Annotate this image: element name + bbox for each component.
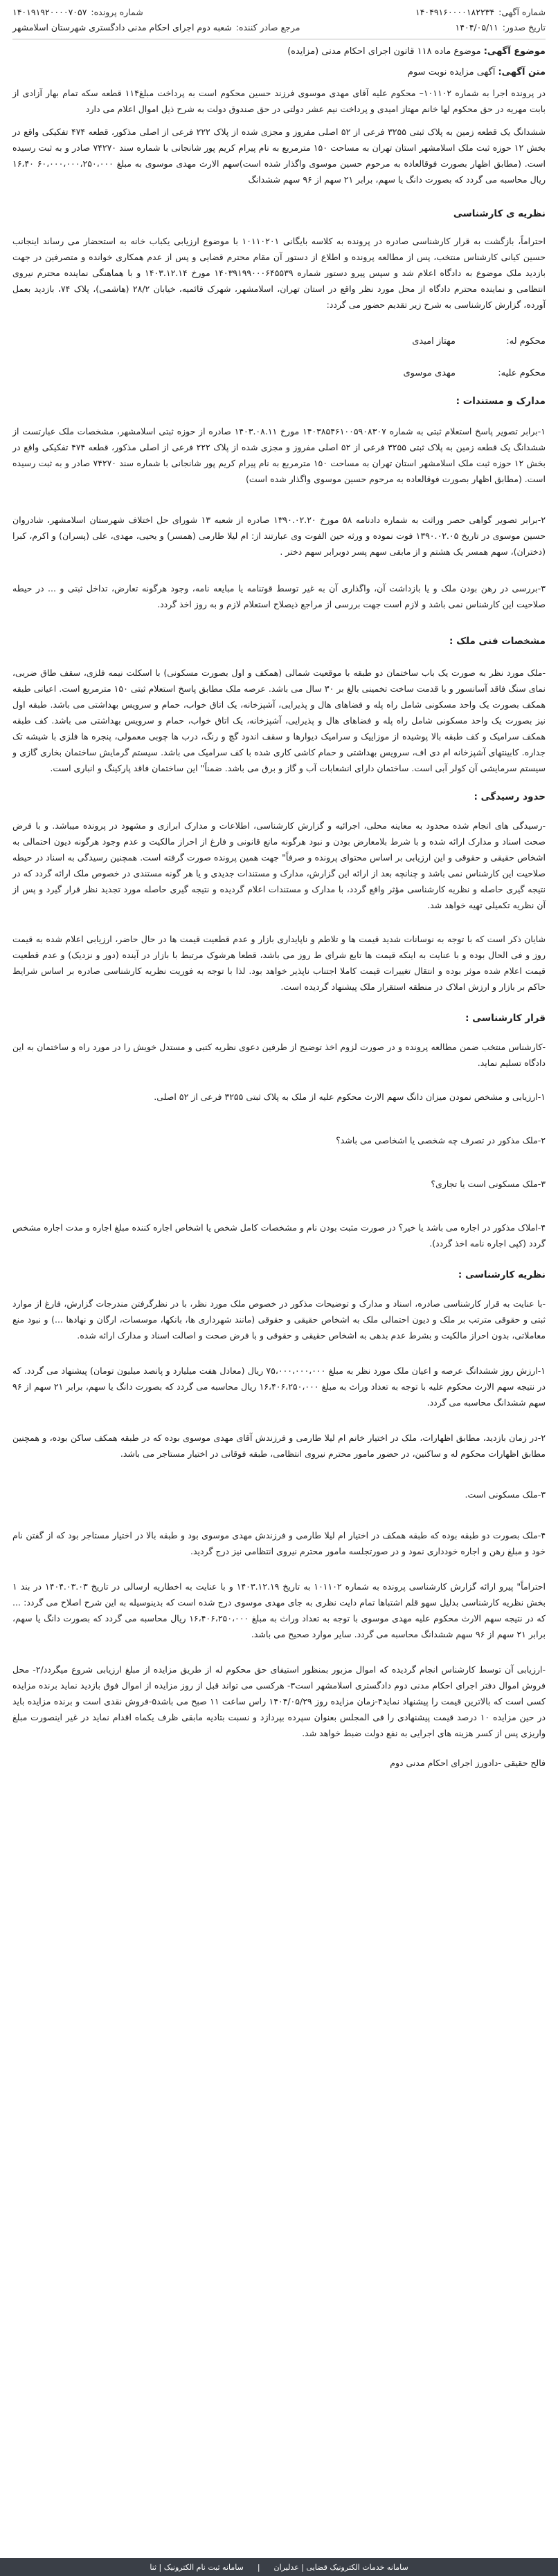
text-title: آگهی مزایده نوبت سوم (407, 67, 496, 77)
defendant-value: مهدی موسوی (403, 368, 456, 378)
file-number-value: ۱۴۰۱۹۱۹۲۰۰۰۰۷۰۵۷ (12, 6, 87, 17)
subject-label: موضوع آگهی: (483, 46, 546, 57)
footer-link-adliran[interactable]: سامانه خدمات الکترونیک قضایی | عدلیران (273, 2562, 408, 2572)
defendant-row (12, 365, 546, 382)
answer-4: ۴-ملک بصورت دو طبقه بوده که طبقه همکف در اختیار ام لیلا طارمی و فرزندش مهدی موسوی بود و طبقه بالا در اختیار مستاجر بود که از گفتن نام خود و مبلغ رهن و اجاره خودداری نمود و در صورتجلسه مامور محترم نیروی انتظامی نیز درج گردید. (12, 1530, 546, 1556)
expert-title: نظریه ی کارشناسی (453, 208, 546, 219)
header-row-2 (12, 19, 546, 35)
footer-separator: | (257, 2562, 260, 2572)
features-title: مشخصات فنی ملک : (449, 636, 546, 647)
order-title: قرار کارشناسی : (465, 1013, 546, 1024)
signature: فالح حقیقی -دادورز اجرای احکام مدنی دوم (390, 1758, 546, 1768)
order-paragraph: -کارشناس منتخب ضمن مطالعه پرونده و در صورت لزوم اخذ توضیح از طرفین دعوی نظریه کتبی و مستدل خویش را در مورد راه و ساختمان به این دادگاه تسلیم نماید. (12, 1042, 546, 1068)
question-3: ۳-ملک مسکونی است یا تجاری؟ (431, 1179, 546, 1189)
defendant-label: محکوم علیه: (498, 368, 546, 378)
opinion-intro: -با عنایت به قرار کارشناسی صادره، اسناد و مدارک و توضیحات مذکور در خصوص ملک مورد نظر، با در نظرگرفتن مندرجات گزارش، فارغ از موارد ثبتی و حقوقی مترتب بر ملک و دیون احتمالی ملک به اشخاص حقیقی و حقوقی (مانند شهرداری ها، بانکها، موسسات، ارگان و نهادها ...) و نبود منع معاملاتی، بدون احراز مالکیت و بشرط عدم بدهی به اشخاص حقیقی و حقوقی و با فرض صحت و اصالت اسناد و مدارک ارائه شده. (12, 1298, 546, 1341)
authority-label: مرجع صادر کننده: (235, 21, 300, 33)
answer-1: ۱-ارزش روز ششدانگ عرصه و اعیان ملک مورد نظر به مبلغ ۷۵،۰۰۰،۰۰۰،۰۰۰ ریال (معادل هفت میلیارد و پانصد میلیون تومان) پیشنهاد می گردد. که در نتیجه سهم الارث محکوم علیه با توجه به تعداد وراث به مبلغ ۱۶،۴۰۶،۲۵۰،۰۰۰ ریال محاسبه می گردد که بصورت دانگ یا سهم، برابر ۲۱ سهم از ۹۶ سهم ششدانگ محاسبه می گردد. (12, 1365, 546, 1408)
header-row-1 (12, 4, 546, 19)
question-4: ۴-املاک مذکور در اجاره می باشد یا خیر؟ در صورت مثبت بودن نام و مشخصات کامل شخص یا اشخاص اجاره کننده مبلغ اجاره و مدت اجاره مشخص گردد (کپی اجاره نامه اخذ گردد). (12, 1222, 546, 1249)
expert-intro: احتراماً، بازگشت به قرار کارشناسی صادره در پرونده به کلاسه بایگانی ۱۰۱۱۰۲۰۱ با موضوع ارزیابی یکباب خانه به استحضار می رساند اینجانب حسین کیانی کارشناس منتخب، پس از مطالعه پرونده و اطلاع از دستور آن مقام محترم قضایی و پس از عدم همکاری خوانده و متصرفین در جهت بازدید ملک موضوع به دادگاه اعلام شد و سپس پیرو دستور شماره ۱۴۰۳۹۱۹۹۰۰۰۶۴۵۵۳۹ مورخ ۱۴۰۳.۱۲.۱۴ و با هماهنگی نماینده محترم نیروی انتظامی و نماینده محترم دادگاه از محل مورد نظر واقع در استان تهران، اسلامشهر، شهرک قائمیه، خیابان ۲۸/۲ (هاشمی)، پلاک ۷۴، بازدید بعمل آورده، گزارش کارشناسی به شرح زیر تقدیم حضور می گردد: (12, 236, 546, 310)
issue-date-label: تاریخ صدور: (502, 21, 546, 33)
authority-value: شعبه دوم اجرای احکام مدنی دادگستری شهرستان اسلامشهر (12, 21, 232, 33)
notice-header (12, 0, 546, 39)
doc-3: ۳-بررسی در رهن بودن ملک و یا بازداشت آن، واگذاری آن به غیر توسط قوتنامه یا مبایعه نامه، وجود هرگونه تعارض، تداخل ثبتی و ... در حیطه صلاحیت این کارشناس نمی باشد و لازم است جهت بررسی از مراجع ذیصلاح استعلام لازم و به روز اخذ گردد. (12, 583, 546, 609)
notice-number (415, 7, 546, 17)
file-number (12, 7, 143, 17)
notice-page (12, 0, 546, 2576)
docs-title: مدارک و مستندات : (456, 396, 546, 407)
features-paragraph: -ملک مورد نظر به صورت یک باب ساختمان دو طبقه با موقعیت شمالی (همکف و اول بصورت مسکونی) با اسکلت نیمه فلزی، سقف طاق ضربی، نمای سنگ فاقد آسانسور و با قدمت ساخت تخمینی بالغ بر ۳۰ سال می باشد. عرصه ملک مطابق پاسخ استعلام ثبتی ۱۵۰ مترمربع است. اعیانی طبقه همکف بصورت یک واحد مسکونی شامل راه پله و فضاهای هال و پذیرایی، آشپزخانه، یک اتاق خواب، حمام و سرویس بهداشتی می باشد. طبقه اول نیز بصورت یک واحد مسکونی شامل راه پله و فضاهای هال و پذیرایی، آشپزخانه، یک اتاق خواب، حمام و سرویس بهداشتی می باشد. کف طبقه همکف سرامیک و کف طبقه بالا پوشیده از موزاییک و سرامیک دیوارها و سقف اندود گچ و رنگ، درب ها چوبی معمولی، پنجره ها فلزی با شیشه تک جداره. کابینتهای آشپزخانه ام دی اف، سرویس بهداشتی و حمام کاشی کاری شده با کف سرامیک می باشد. سیستم گرمایش ساختمان بخاری گازی و سیستم سرمایشی آن کولر آبی است. ساختمان دارای انشعابات آب و گاز و برق می باشد. ضمناً" این ساختمان فاقد پارکینگ و انباری است. (12, 668, 546, 773)
text-label: متن آگهی: (498, 67, 546, 77)
limits-title: حدود رسیدگی : (474, 791, 546, 802)
correction-paragraph: احتراماً" پیرو ارائه گزارش کارشناسی پرونده به شماره ۱۰۱۱۰۲ به تاریخ ۱۴۰۳.۱۲.۱۹ و با عنایت به اخطاریه ارسالی در تاریخ ۱۴۰۴.۰۳.۰۳ در بند ۱ بخش نظریه کارشناسی بدلیل سهو قلم اشتباها تمام دایت نظری به جای مهدی موسوی درج شده است که بدینوسیله به این شرح اصلاح می گردد: ... که در نتیجه سهم الارث محکوم علیه مهدی موسوی با توجه به تعداد وراث به مبلغ ۱۶،۴۰۶،۲۵۰،۰۰۰ ریال محاسبه می گردد که بصورت دانگ یا سهم، برابر ۲۱ سهم از ۹۶ سهم ششدانگ محاسبه می گردد. سایر موارد صحیح می باشد. (12, 1581, 546, 1639)
notice-subject (12, 44, 546, 60)
opinion-title: نظریه کارشناسی : (458, 1269, 546, 1280)
answer-2: ۲-در زمان بازدید، مطابق اظهارات، ملک در اختیار خانم ام لیلا طارمی و فرزندش آقای مهدی موسوی بوده که در طبقه همکف ساکن بوده، و همچنین مطابق اظهارات محکوم له و ساکنین، در حضور مامور محترم نیروی انتظامی، طبقه فوقانی در اختیار مستاجر می باشد. (12, 1433, 546, 1459)
issue-date (456, 22, 546, 33)
subject-value: موضوع ماده ۱۱۸ قانون اجرای احکام مدنی (مزایده) (287, 46, 481, 57)
market-paragraph: شایان ذکر است که با توجه به نوسانات شدید قیمت ها و تلاطم و ناپایداری بازار و عدم قطعیت قیمت ها در حال حاضر، ارزیابی اعلام شده به قیمت روز و فی الحال بوده و با عنایت به اینکه قیمت ها تابع شرای ط روز می باشد، قطعا هرشوک مرتبط با بازار در آینده (دور و نزدیک) و عدم قطعیت قیمت اعلام شده موثر بوده و انتقال تغییرات قیمت کاملا اجتناب ناپذیر خواهد بود. لذا با توجه به فوریت نظریه کارشناسی صادره بر اساس شرایط حاکم بر بازار و ارزش املاک در منطقه استقرار ملک پیشنهاد گردیده است. (12, 934, 546, 992)
file-number-label: شماره پرونده: (91, 6, 143, 17)
plaintiff-row (12, 333, 546, 350)
limits-paragraph: -رسیدگی های انجام شده محدود به معاینه محلی، اجرائیه و گزارش کارشناسی، اطلاعات و مدارک ابرازی و مشهود در پرونده میباشد. و با فرض صحت اسناد و مدارک ارائه شده و با شرط بلامعارض بودن و نبود هرگونه مانع قانونی و فارغ از احراز مالکیت و عدم وجود هرگونه دیون احتمالی به اشخاص حقیقی و حقوقی و این ارزیابی بر اساس محتوای پرونده و صرفاً" جهت همین پرونده صورت گرفته است. همچنین رسیدگی به اسناد در حیطه صلاحیت این کارشناس نمی باشد و چنانچه بعد از ارائه این گزارش، مدارک و مستندات جدیدی و یا هر گونه مستندی در خصوص ملک ارائه گردد که در نتیجه گیری حاصله و نظریه کارشناسی مؤثر واقع گردد، با مدارک و مستندات اعلام گردیده و نتیجه گیری حاصله مورد تجدید نظر قرار گیرد و پس از آن نظریه تکمیلی تهیه خواهد شد. (12, 820, 546, 910)
issue-date-value: ۱۴۰۴/۰۵/۱۱ (455, 21, 498, 33)
property-paragraph: ششدانگ یک قطعه زمین به پلاک ثبتی ۳۲۵۵ فرعی از ۵۲ اصلی مفروز و مجزی شده از پلاک ۲۲۲ فرعی از اصلی مذکور، قطعه ۴۷۴ تفکیکی واقع در بخش ۱۲ حوزه ثبت ملک اسلامشهر استان تهران به مساحت ۱۵۰ مترمربع به نام پیرام کریم پور شانجانی با شماره سند ۷۴۲۷۰ صادر و به ثبت رسیده است. (مطابق اظهار بصورت فوقالعاده به مرحوم حسین موسوی واگذار شده است)سهم الارث مهدی موسوی به مبلغ ۶۰،۰۰۰،۰۰۰،۲۵۰،۰۰۰ ۱۶،۴۰ ریال محاسبه می گردد که بصورت دانگ یا سهم، برابر ۲۱ سهم از ۹۶ سهم ششدانگ (12, 127, 546, 185)
answer-3: ۳-ملک مسکونی است. (465, 1489, 546, 1500)
notice-number-label: شماره آگهی: (498, 6, 546, 17)
doc-1: ۱-برابر تصویر پاسخ استعلام ثبتی به شماره ۱۴۰۳۸۵۴۶۱۰۰۵۹۰۸۳۰۷ مورخ ۱۴۰۳.۰۸.۱۱ صادره از حوزه ثبتی اسلامشهر، مشخصات ملک عبارتست از ششدانگ یک قطعه زمین به پلاک ثبتی ۳۲۵۵ فرعی از ۵۲ اصلی مفروز و مجزی شده از پلاک ۲۲۲ فرعی از اصلی مذکور، قطعه ۴۷۴ تفکیکی واقع در بخش ۱۲ حوزه ثبت ملک اسلامشهر استان تهران به مساحت ۱۵۰ مترمربع به نام پیرام کریم پور شانجانی با شماره سند ۷۴۲۷۰ صادر و به ثبت رسیده است. (مطابق اظهار بصورت فوقالعاده به مرحوم حسین موسوی واگذار شده است) (12, 426, 546, 484)
plaintiff-value: مهتاز امیدی (412, 336, 456, 347)
notice-number-value: ۱۴۰۴۹۱۶۰۰۰۰۱۸۲۲۳۴ (415, 6, 495, 17)
site-footer (0, 2558, 558, 2576)
final-paragraph: -ارزیابی آن توسط کارشناس انجام گردیده که اموال مزبور بمنظور استیفای حق محکوم له از طریق مزایده از مبلغ ارزیابی شروع میگردد/٢- محل فروش اموال دفتر اجرای احکام مدنی دوم دادگستری اسلامشهر است۳- هرکسی می تواند قبل از روز مزایده از اموال فوق بازدید نماید برنده مزایده کسی است که بالاترین قیمت را پیشنهاد نماید۴-زمان مزایده روز ۱۴۰۴/۰۵/۲۹ راس ساعت ۱۱ صبح می باشد۵-فروش نقدی است و برنده مزایده باید در حین مزایده ۱۰ درصد قیمت پیشنهادی را فی المجلس بعنوان سپرده بپردازد و نسبت بتادیه مابقی ظرف یکماه اقدام نماید در غیر اینصورت مبلغ واریزی پس از کسر هزینه های اجرایی به نفع دولت ضبط خواهد شد. (12, 1664, 546, 1738)
plaintiff-label: محکوم له: (506, 336, 546, 347)
authority (12, 22, 300, 33)
question-2: ۲-ملک مذکور در تصرف چه شخصی یا اشخاصی می باشد؟ (336, 1135, 546, 1146)
intro-paragraph: در پرونده اجرا به شماره ۱۰۱۱۰۲– محکوم علیه آقای مهدی موسوی فرزند حسین محکوم است به پرداخت مبلغ۱۱۴ قطعه سکه تمام بهار آزادی از بابت مهریه در حق محکوم لها خانم مهتاز امیدی و پرداخت نیم عشر دولتی در حق صندوق دولت به شرح ذیل اموال اعلام می دارد (12, 88, 546, 114)
doc-2: ۲-برابر تصویر گواهی حصر وراثت به شماره دادنامه ۵۸ مورخ ۱۳۹۰.۰۲.۲۰ صادره از شعبه ۱۳ شورای حل اختلاف شهرستان اسلامشهر، شادروان حسین موسوی در تاریخ ۱۳۹۰.۰۲.۰۵ فوت نموده و ورثه حین الفوت وی عبارتند از: ام لیلا طارمی (همسر) و یحیی، مهدی، علی (پسران) و اکرم، کبرا (دختران)، سهم همسر یک هشتم و از مابقی سهم پسر دوبرابر سهم دختر . (12, 515, 546, 557)
question-1: ۱-ارزیابی و مشخص نمودن میزان دانگ سهم الارث محکوم علیه از ملک به پلاک ثبتی ۳۲۵۵ فرعی از ۵۲ اصلی. (154, 1092, 546, 1102)
footer-link-sana[interactable]: سامانه ثبت نام الکترونیک | ثنا (150, 2562, 244, 2572)
notice-text-heading (12, 64, 546, 81)
